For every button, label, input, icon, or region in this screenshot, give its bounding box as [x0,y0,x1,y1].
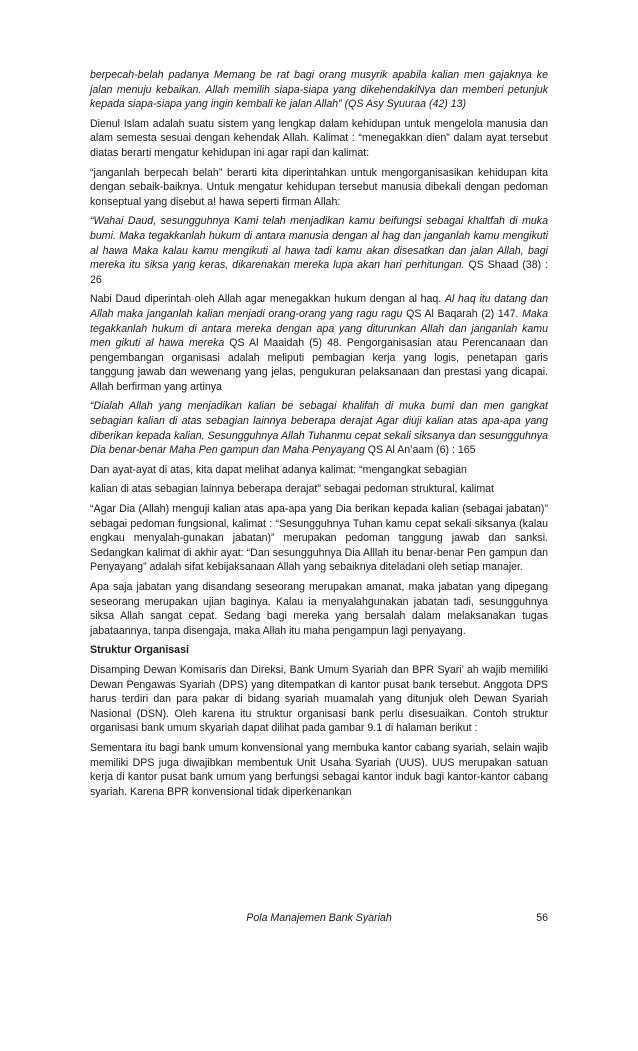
paragraph [90,482,548,497]
document-body [90,68,548,804]
page-footer [90,912,548,928]
paragraph-run: berpecah-belah padanya Memang be rat bagi orang musyrik apabila kalian men gajaknya ke jalan menuju kebaikan. Allah memilih siapa-siapa yang dikehendakiNya dan memberi petunjuk kepada siapa-siapa yang ingin kembali ke jalan Allah” (QS Asy Syuuraa (42) 13) [90,69,548,111]
paragraph-run: kalian di atas sebagian lainnya beberapa derajat” sebagai pedoman struktural, kalimat [90,483,494,496]
paragraph [90,463,548,478]
paragraph-run: Disamping Dewan Komisaris dan Direksi, Bank Umum Syariah dan BPR Syari’ ah wajib memiliki Dewan Pengawas Syariah (DPS) yang ditempatkan di kantor pusat bank tersebut. Anggota DPS harus terdiri dan para pakar di bidang syariah muamalah yang ditunjuk oleh Dewan Syariah Nasional (DSN). Oleh karena itu struktur organisasi bank perlu disesuaikan. Contoh struktur organisasi bank umum skyariah dapat dilihat pada gambar 9.1 di halaman berikut : [90,663,548,735]
paragraph [90,68,548,112]
paragraph-run: Apa saja jabatan yang disandang seseorang merupakan amanat, maka jabatan yang dipegang seseorang merupakan ujian baginya. Kalau ia menyalahgunakan jabatan tadi, sesungguhnya siksa Allah sangat cepat. Sedang bagi mereka yang bersalah dalam melaksanakan tugas jabataannya, tanpa disengaja, maka Allah itu maha pengampun lagi penyayang. [90,581,548,637]
paragraph-run: Dienul Islam adalah suatu sistem yang lengkap dalam kehidupan untuk mengelola manusia dan alam semesta sesuai dengan kehendak Allah. Kalimat : “menegakkan dien” dalam ayat tersebut diatas berarti mengatur kehidupan ini agar rapi dan kalimat: [90,117,548,159]
paragraph [90,663,548,736]
paragraph [90,741,548,799]
paragraph-run: QS Al Maaidah (5) 48. Pengorganisasian atau Perencanaan dan pengembangan organisasi adalah meliputi pembagian kerja yang logis, penetapan garis tanggung jawab dan wewenang yang jelas, pengukuran pelaksanaan dan prestasi yang dicapai. Allah berfirman yang artinya [90,337,548,393]
paragraph [90,214,548,287]
heading-text: Struktur Organisasi [90,644,189,657]
section-heading [90,643,548,658]
paragraph [90,502,548,575]
paragraph [90,117,548,161]
paragraph-run: QS Al An’aam (6) : 165 [364,444,476,457]
paragraph [90,580,548,638]
paragraph [90,292,548,394]
paragraph-run: Maka tegakkanlah hukum di antara mereka dengan apa yang diturunkan Allah dan janganlah kamu men gikuti al hawa mereka [90,307,548,350]
paragraph-run: “janganlah berpecah belah” berarti kita diperintahkan untuk mengorganisasikan kehidupan kita dengan sebaik-baiknya. Untuk mengatur kehidupan tersebut manusia dibekali dengan pedoman konseptual yang disebut a! hawa seperti firman Allah: [90,166,548,208]
paragraph-run: QS Shaad (38) : 26 [90,259,549,286]
paragraph-run: “Dialah Allah yang menjadikan kalian be sebagai khalifah di muka bumi dan men gangkat sebagian kalian di atas sebagian lainnya beberapa derajat Agar diuji kalian atas apa-apa yang diberikan kepada kalian. Sesungguhnya Allah Tuhanmu cepat sekali siksanya dan sesungguhnya Dia benar-benar Maha Pen gampun dan Maha Penyayang [90,400,548,457]
paragraph-run: Al haq itu datang dan Allah maka janganlah kalian menjadi orang-orang yang ragu ragu [90,293,548,320]
paragraph-run: Sementara itu bagi bank umum konvensional yang membuka kantor cabang syariah, selain wajib memiliki DPS juga diwajibkan membentuk Unit Usaha Syariah (UUS). UUS merupakan satuan kerja di kantor pusat bank umum yang berfungsi sebagai kantor induk bagi kantor-kantor cabang syariah. Karena BPR konvensional tidak diperkenankan [90,741,548,798]
paragraph [90,399,548,457]
paragraph-run: QS Al Baqarah (2) 147. [402,307,523,320]
paragraph-run: Dan ayat-ayat di atas, kita dapat melihat adanya kalimat: “mengangkat sebagian [90,463,467,476]
paragraph-run: Nabi Daud diperintah oleh Allah agar menegakkan hukum dengan al haq. [90,293,445,306]
paragraph-run: “Wahai Daud, sesungguhnya Kami telah menjadikan kamu beifungsi sebagai khaltfah di muka bumi. Maka tegakkanlah hukum di antara manusia dengan al hag dan janganlah kamu mengikuti al hawa Maka kalau kamu mengikuti al hawa tadi kamu akan disesatkan dan jalan Allah, bagi mereka itu siksa yang keras, dikarenakan mereka lupa akan hari perhitungan. [90,215,548,272]
page-number: 56 [536,912,548,924]
paragraph-run: “Agar Dia (Allah) menguji kalian atas apa-apa yang Dia berikan kepada kalian (sebagai jabatan)” sebagai pedoman fungsional, kalimat : “Sesungguhnya Tuhan kamu cepat sekali siksanya (kalau engkau menyalah-gunakan jabatan)” merupakan pedoman tanggung jawab dan sanksi. Sedangkan kalimat di akhir ayat: “Dan sesungguhnya Dia Alllah itu benar-benar Pen gampun dan Penyayang” adalah sifat kebijaksanaan Allah yang sebaiknya diteladani oleh setiap manajer. [90,503,548,574]
paragraph [90,166,548,210]
footer-title: Pola Manajemen Bank Syariah [246,912,392,924]
